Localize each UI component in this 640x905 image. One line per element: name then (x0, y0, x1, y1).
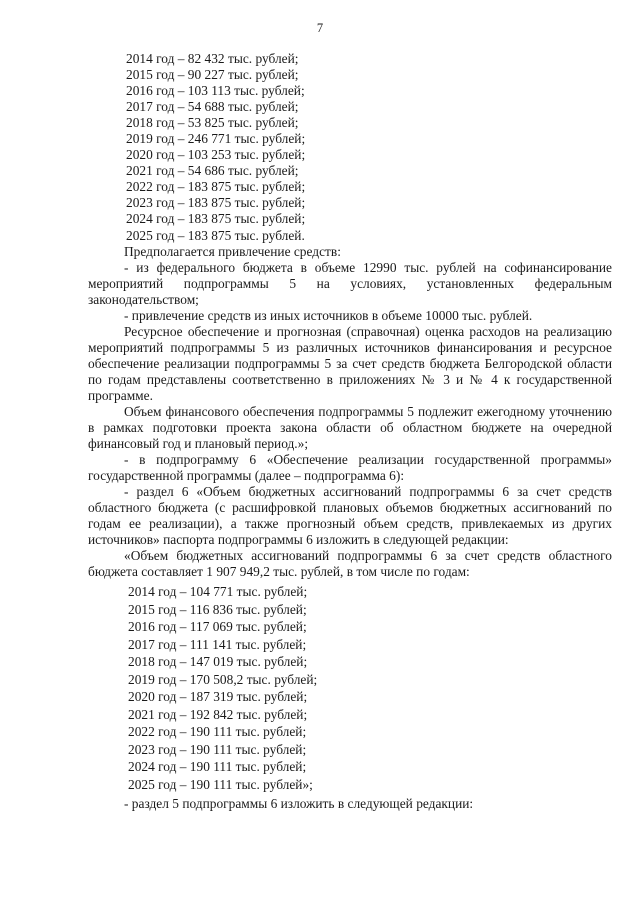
paragraph: Объем финансового обеспечения подпрограммы 5 подлежит ежегодному уточнению в рамках подготовки проекта закона области об областном бюджете на очередной финансовый год и плановый период.»; (88, 404, 612, 451)
list-item: 2017 год – 111 141 тыс. рублей; (128, 636, 307, 652)
funding-list-subprogram-6 (128, 583, 612, 793)
paragraph: - из федерального бюджета в объеме 12990 тыс. рублей на софинансирование мероприятий подпрограммы 5 на условиях, установленных федеральным законодательством; (88, 260, 612, 307)
list-item: 2019 год – 246 771 тыс. рублей; (126, 131, 306, 147)
funding-list-subprogram-5 (126, 51, 305, 244)
paragraph: - раздел 6 «Объем бюджетных ассигнований подпрограммы 6 за счет средств областного бюджета (с расшифровкой плановых объемов бюджетных ассигнований по годам ее реализации), а также прогнозный объем средств, привлекаемых из других источников» паспорта подпрограммы 6 изложить в следующей редакции: (88, 484, 612, 547)
list-item: 2024 год – 183 875 тыс. рублей; (126, 211, 306, 227)
document-body (88, 244, 612, 812)
list-item: 2016 год – 117 069 тыс. рублей; (128, 619, 307, 634)
list-item: 2021 год – 192 842 тыс. рублей; (128, 706, 308, 722)
list-item: 2016 год – 103 113 тыс. рублей; (126, 83, 305, 99)
paragraph: Предполагается привлечение средств: (124, 244, 341, 259)
list-item: 2021 год – 54 686 тыс. рублей; (126, 163, 299, 179)
list-item: 2023 год – 183 875 тыс. рублей; (126, 195, 306, 211)
list-item: 2024 год – 190 111 тыс. рублей; (128, 759, 307, 774)
list-item: 2014 год – 82 432 тыс. рублей; (126, 51, 299, 66)
list-item: 2020 год – 103 253 тыс. рублей; (126, 147, 306, 163)
list-item: 2018 год – 53 825 тыс. рублей; (126, 115, 299, 131)
paragraph: - раздел 5 подпрограммы 6 изложить в следующей редакции: (124, 796, 474, 811)
list-item: 2018 год – 147 019 тыс. рублей; (128, 654, 308, 669)
list-item: 2022 год – 190 111 тыс. рублей; (128, 724, 307, 739)
list-item: 2014 год – 104 771 тыс. рублей; (128, 584, 308, 599)
list-item: 2015 год – 90 227 тыс. рублей; (126, 67, 299, 83)
list-item: 2017 год – 54 688 тыс. рублей; (126, 99, 299, 115)
page-number: 7 (316, 21, 324, 35)
paragraph: - привлечение средств из иных источников в объеме 10000 тыс. рублей. (124, 308, 533, 323)
list-item: 2015 год – 116 836 тыс. рублей; (128, 601, 307, 617)
paragraph: «Объем бюджетных ассигнований подпрограммы 6 за счет средств областного бюджета составляет 1 907 949,2 тыс. рублей, в том числе по годам: (88, 548, 612, 579)
list-item: 2022 год – 183 875 тыс. рублей; (126, 179, 306, 195)
paragraph: Ресурсное обеспечение и прогнозная (справочная) оценка расходов на реализацию мероприятий подпрограммы 5 из различных источников финансирования и ресурсное обеспечение реализации подпрограммы 5 за счет средств бюджета Белгородской области по годам представлены соответственно в приложениях № 3 и № 4 к государственной программе. (88, 324, 612, 403)
list-item: 2023 год – 190 111 тыс. рублей; (128, 741, 307, 757)
list-item: 2025 год – 190 111 тыс. рублей»; (128, 776, 313, 792)
paragraph: - в подпрограмму 6 «Обеспечение реализации государственной программы» государственной программы (далее – подпрограмма 6): (88, 452, 612, 483)
list-item: 2019 год – 170 508,2 тыс. рублей; (128, 671, 318, 687)
list-item: 2025 год – 183 875 тыс. рублей. (126, 227, 305, 243)
list-item: 2020 год – 187 319 тыс. рублей; (128, 689, 308, 704)
